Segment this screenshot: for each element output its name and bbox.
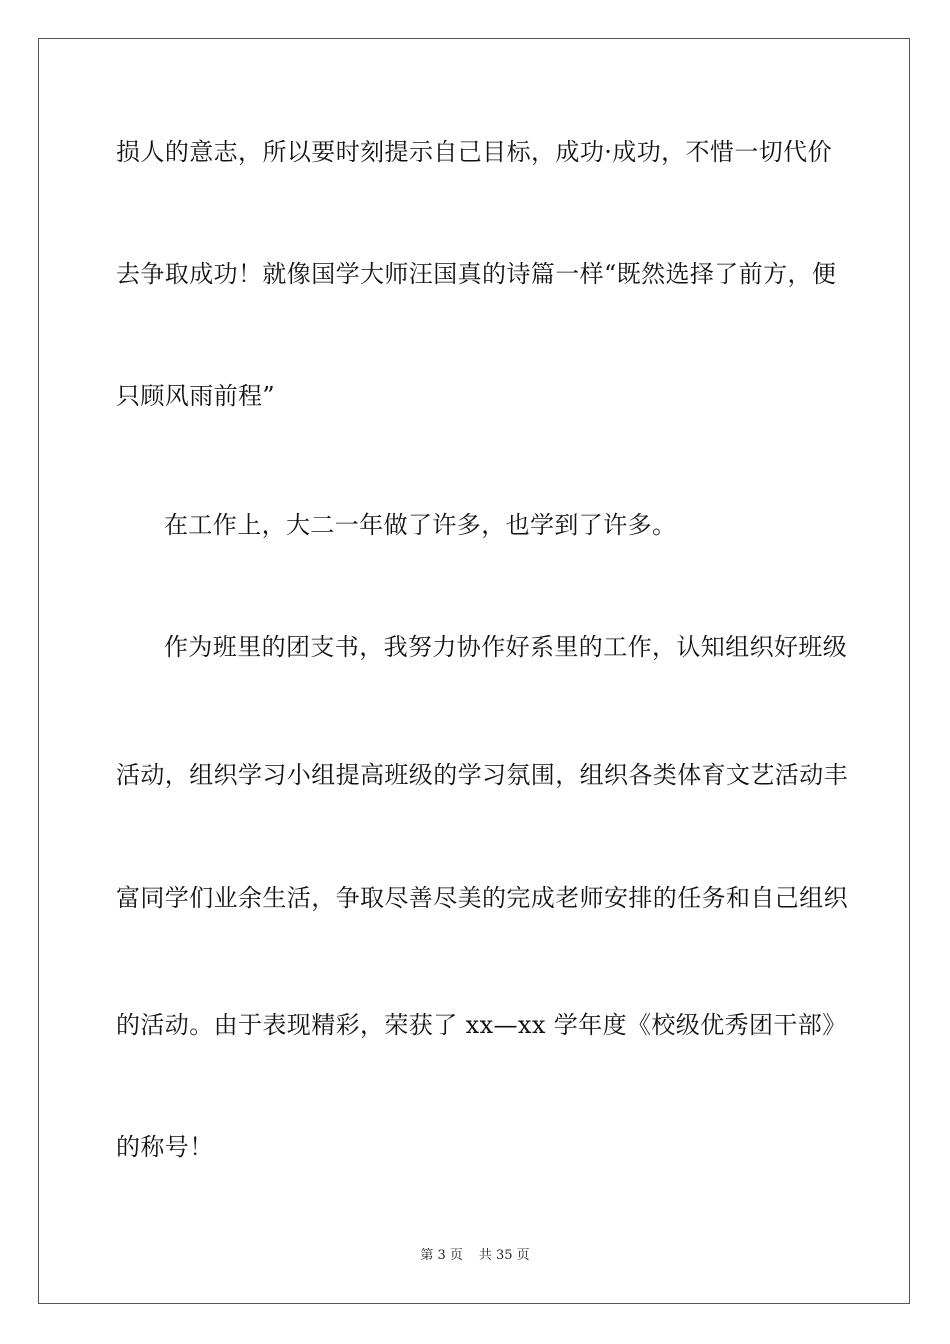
- body-line-1: 损人的意志，所以要时刻提示自己目标，成功·成功，不惜一切代价: [116, 138, 832, 166]
- body-line-9: 的称号！: [116, 1133, 214, 1161]
- page-border: [38, 38, 910, 1304]
- page-number: 第 3 页: [420, 1248, 463, 1263]
- page-footer: [0, 1247, 950, 1265]
- body-line-2: 去争取成功！就像国学大师汪国真的诗篇一样“既然选择了前方，便: [116, 260, 837, 288]
- body-line-4: 在工作上，大二一年做了许多，也学到了许多。: [164, 511, 677, 539]
- body-line-5: 作为班里的团支书，我努力协作好系里的工作，认知组织好班级: [164, 633, 848, 661]
- body-line-6: 活动，组织学习小组提高班级的学习氛围，组织各类体育文艺活动丰: [116, 761, 848, 789]
- body-line-3: 只顾风雨前程”: [116, 382, 276, 410]
- total-pages: 共 35 页: [478, 1248, 530, 1263]
- body-line-7: 富同学们业余生活，争取尽善尽美的完成老师安排的任务和自己组织: [116, 884, 848, 912]
- body-line-8: 的活动。由于表现精彩，荣获了 xx—xx 学年度《校级优秀团干部》: [116, 1011, 847, 1039]
